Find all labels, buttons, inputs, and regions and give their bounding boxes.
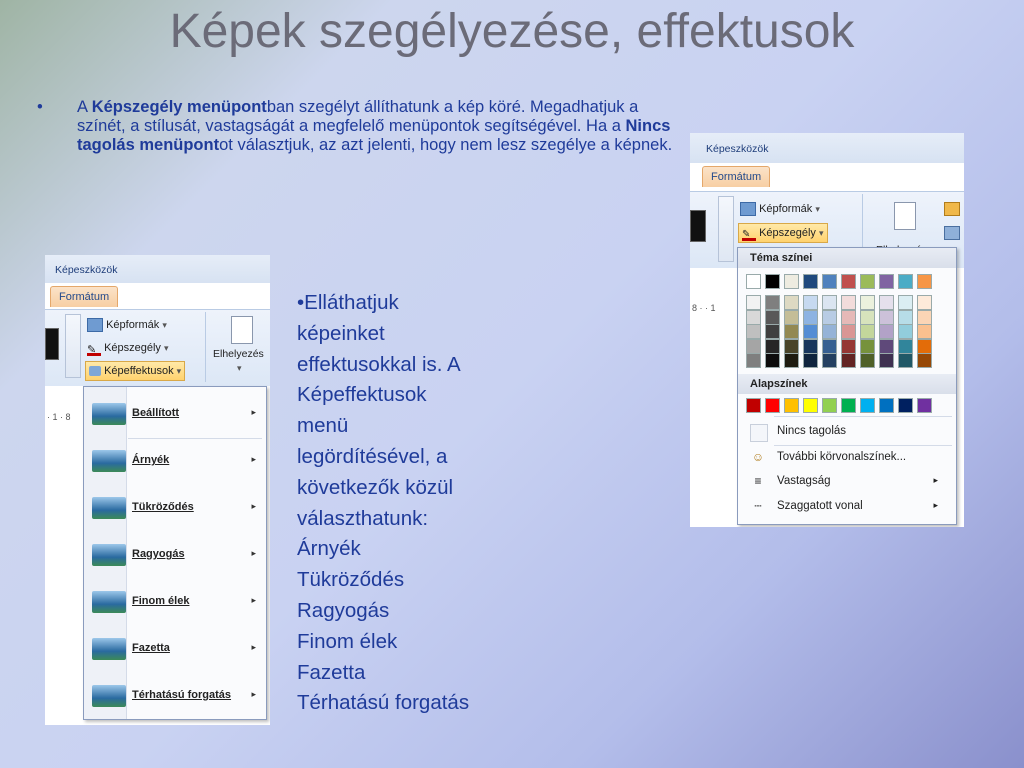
color-swatch[interactable]	[765, 310, 780, 325]
group-icon[interactable]	[944, 226, 960, 240]
shapes-icon	[740, 202, 756, 216]
color-swatch[interactable]	[898, 274, 913, 289]
border-menu-item-label: Vastagság	[777, 475, 831, 487]
effects-text-line: Fazetta	[297, 660, 366, 684]
dash-icon: ┄	[754, 499, 762, 513]
effect-preview-icon	[92, 591, 126, 613]
color-swatch[interactable]	[917, 353, 932, 368]
effects-text-line: Árnyék	[297, 537, 361, 561]
color-swatch[interactable]	[822, 353, 837, 368]
color-swatch[interactable]	[765, 295, 780, 310]
effects-text-line: következők közül	[297, 475, 454, 499]
submenu-arrow-icon: ▸	[251, 642, 256, 652]
color-swatch[interactable]	[746, 274, 761, 289]
effects-text-line: Finom élek	[297, 629, 398, 653]
color-swatch[interactable]	[746, 339, 761, 354]
color-swatch[interactable]	[841, 324, 856, 339]
pen-icon: ✎	[87, 341, 101, 356]
color-swatch[interactable]	[860, 398, 875, 413]
group-separator	[205, 312, 206, 382]
picture-style-thumb[interactable]	[45, 328, 59, 360]
submenu-arrow-icon: ▸	[251, 689, 256, 699]
bold-term: Nincs tagolás menüpont	[77, 117, 671, 154]
color-swatch[interactable]	[879, 353, 894, 368]
effects-text-line: Tükröződés	[297, 568, 405, 592]
color-swatch[interactable]	[841, 339, 856, 354]
color-swatch[interactable]	[765, 324, 780, 339]
kepformak-button[interactable]	[740, 200, 820, 218]
color-swatch[interactable]	[841, 398, 856, 413]
kepeffektusok-menu	[83, 386, 267, 720]
color-swatch[interactable]	[879, 339, 894, 354]
color-swatch[interactable]	[784, 295, 799, 310]
color-swatch[interactable]	[803, 398, 818, 413]
effect-menu-item-label: Térhatású forgatás	[132, 689, 232, 701]
effect-menu-item-label: Ragyogás	[132, 548, 185, 560]
color-swatch[interactable]	[822, 324, 837, 339]
color-swatch[interactable]	[746, 310, 761, 325]
color-swatch[interactable]	[803, 339, 818, 354]
arrange-icon[interactable]	[944, 202, 960, 216]
border-menu-item[interactable]	[738, 420, 956, 444]
effect-menu-item[interactable]	[84, 626, 266, 672]
color-swatch[interactable]	[917, 274, 932, 289]
color-swatch[interactable]	[860, 274, 875, 289]
line-weight-icon: ≡	[754, 474, 762, 488]
kepformak-button[interactable]	[87, 316, 167, 334]
color-swatch[interactable]	[784, 398, 799, 413]
effect-menu-item-label: Beállított	[132, 407, 180, 419]
color-swatch[interactable]	[917, 398, 932, 413]
border-menu-item[interactable]	[738, 470, 956, 494]
gallery-scroll[interactable]	[718, 196, 734, 262]
color-swatch[interactable]	[917, 295, 932, 310]
kepeffektusok-button[interactable]	[85, 361, 185, 381]
color-swatch[interactable]	[784, 353, 799, 368]
effects-icon	[89, 366, 101, 376]
none-icon	[750, 424, 768, 442]
border-menu-item-label: Szaggatott vonal	[777, 500, 863, 512]
standard-colors-label: Alapszínek	[750, 378, 808, 390]
color-swatch[interactable]	[841, 295, 856, 310]
ruler	[690, 303, 740, 317]
color-swatch[interactable]	[860, 324, 875, 339]
color-swatch[interactable]	[898, 353, 913, 368]
context-tab-label: Képeszközök	[706, 143, 769, 155]
color-swatch[interactable]	[841, 353, 856, 368]
ruler	[45, 412, 85, 426]
position-icon	[894, 202, 916, 230]
color-swatch[interactable]	[822, 398, 837, 413]
chevron-down-icon: ▾	[237, 363, 242, 373]
elhelyezes-button[interactable]	[211, 314, 269, 380]
chevron-down-icon: ▾	[164, 343, 169, 353]
kepeffektusok-label: Képeffektusok	[104, 365, 174, 377]
submenu-arrow-icon: ▸	[251, 548, 256, 558]
color-swatch[interactable]	[917, 339, 932, 354]
effects-text-line: Térhatású forgatás	[297, 691, 470, 715]
paragraph-text: ban szegélyt állíthatunk a kép köré. Megadhatjuk a színét, a stílusát, vastagságát a megfelelő menüpontok segítségével. Ha a	[77, 98, 639, 135]
effect-menu-item[interactable]	[84, 438, 266, 484]
effect-preview-icon	[92, 450, 126, 472]
color-swatch[interactable]	[746, 398, 761, 413]
tab-formatum-label: Formátum	[59, 291, 110, 303]
ruler-ticks: 8 · · 1	[692, 303, 716, 313]
effect-menu-item[interactable]	[84, 673, 266, 719]
border-menu-item[interactable]	[738, 446, 956, 470]
effect-menu-item-label: Finom élek	[132, 595, 190, 607]
color-swatch[interactable]	[765, 339, 780, 354]
color-swatch[interactable]	[784, 339, 799, 354]
chevron-down-icon: ▾	[162, 320, 167, 330]
color-swatch[interactable]	[784, 274, 799, 289]
submenu-arrow-icon: ▸	[933, 500, 938, 510]
color-swatch[interactable]	[841, 310, 856, 325]
tab-formatum[interactable]	[702, 166, 770, 187]
left-screenshot	[45, 255, 270, 725]
effects-text-line: képeinket	[297, 321, 385, 345]
shapes-icon	[87, 318, 103, 332]
color-swatch[interactable]	[860, 310, 875, 325]
effect-menu-item-label: Árnyék	[132, 454, 170, 466]
effect-menu-item[interactable]	[84, 485, 266, 531]
kepszegely-label: Képszegély	[759, 227, 816, 239]
slide-title: Képek szegélyezése, effektusok	[169, 5, 855, 58]
effects-text-line: Ragyogás	[297, 598, 390, 622]
effects-text-line: •Elláthatjuk	[297, 291, 399, 314]
context-tab-label: Képeszközök	[55, 264, 118, 276]
right-screenshot	[690, 133, 964, 527]
theme-colors-header	[738, 248, 956, 268]
menu-separator	[774, 416, 952, 417]
color-swatch[interactable]	[822, 310, 837, 325]
color-swatch[interactable]	[765, 274, 780, 289]
color-swatch[interactable]	[765, 398, 780, 413]
color-swatch[interactable]	[803, 324, 818, 339]
submenu-arrow-icon: ▸	[933, 475, 938, 485]
color-swatch[interactable]	[784, 324, 799, 339]
context-tab-header	[45, 255, 270, 283]
color-swatch[interactable]	[784, 310, 799, 325]
color-swatch[interactable]	[917, 310, 932, 325]
kepszegely-button[interactable]	[87, 339, 169, 357]
color-swatch[interactable]	[803, 274, 818, 289]
submenu-arrow-icon: ▸	[251, 407, 256, 417]
border-menu-item-label: Nincs tagolás	[777, 425, 847, 437]
color-swatch[interactable]	[860, 339, 875, 354]
color-swatch[interactable]	[822, 274, 837, 289]
color-swatch[interactable]	[898, 398, 913, 413]
kepszegely-menu	[737, 247, 957, 525]
color-swatch[interactable]	[879, 398, 894, 413]
gallery-scroll[interactable]	[65, 314, 81, 378]
effects-text-line: választhatunk:	[297, 506, 429, 530]
bullet-marker: •	[37, 98, 43, 116]
color-swatch[interactable]	[879, 295, 894, 310]
bold-term: Képszegély menüpont	[91, 98, 267, 116]
color-swatch[interactable]	[803, 353, 818, 368]
effect-menu-item-label: Fazetta	[132, 642, 170, 654]
color-swatch[interactable]	[746, 353, 761, 368]
paragraph-text: ot választjuk, az azt jelenti, hogy nem lesz szegélye a képnek.	[219, 136, 673, 154]
document-area	[45, 430, 85, 725]
effect-preview-icon	[92, 497, 126, 519]
effect-preview-icon	[92, 403, 126, 425]
color-swatch[interactable]	[765, 353, 780, 368]
color-swatch[interactable]	[917, 324, 932, 339]
effect-menu-item[interactable]	[84, 532, 266, 578]
color-swatch[interactable]	[746, 324, 761, 339]
effect-preview-icon	[92, 638, 126, 660]
color-swatch[interactable]	[898, 295, 913, 310]
ruler-ticks: · 1 · 8	[47, 412, 71, 422]
effects-text-line: legördítésével, a	[297, 444, 448, 468]
submenu-arrow-icon: ▸	[251, 501, 256, 511]
kepformak-label: Képformák	[759, 203, 813, 215]
bullet-body	[77, 98, 677, 155]
effect-menu-item[interactable]	[84, 579, 266, 625]
tab-formatum-label: Formátum	[711, 171, 762, 183]
effects-text	[297, 288, 502, 719]
border-menu-item-label: További körvonalszínek...	[777, 451, 907, 463]
kepszegely-label: Képszegély	[104, 342, 161, 354]
chevron-down-icon: ▾	[819, 228, 824, 238]
effects-text-line: menü	[297, 414, 349, 438]
effects-text-line: effektusokkal is. A	[297, 352, 461, 376]
color-swatch[interactable]	[841, 274, 856, 289]
color-swatch[interactable]	[879, 274, 894, 289]
color-swatch[interactable]	[803, 310, 818, 325]
submenu-arrow-icon: ▸	[251, 454, 256, 464]
color-swatch[interactable]	[860, 295, 875, 310]
color-swatch[interactable]	[879, 310, 894, 325]
ribbon	[45, 309, 270, 386]
effect-menu-item-label: Tükröződés	[132, 501, 194, 513]
kepformak-label: Képformák	[106, 319, 160, 331]
paragraph-text: A	[77, 98, 92, 116]
color-swatch[interactable]	[879, 324, 894, 339]
submenu-arrow-icon: ▸	[251, 595, 256, 605]
color-swatch[interactable]	[822, 339, 837, 354]
color-swatch[interactable]	[822, 295, 837, 310]
elhelyezes-label: Elhelyezés	[213, 348, 264, 360]
color-swatch[interactable]	[898, 339, 913, 354]
theme-colors-label: Téma színei	[750, 252, 813, 264]
palette-icon: ☺	[751, 450, 765, 464]
color-swatch[interactable]	[898, 310, 913, 325]
effects-text-line: Képeffektusok	[297, 383, 427, 407]
picture-style-thumb[interactable]	[690, 210, 706, 242]
chevron-down-icon: ▾	[176, 366, 182, 376]
color-swatch[interactable]	[898, 324, 913, 339]
kepszegely-button[interactable]	[738, 223, 828, 243]
effect-menu-item[interactable]	[84, 391, 266, 437]
standard-colors-header	[738, 374, 956, 394]
context-tab-header	[690, 133, 964, 163]
border-menu-item[interactable]	[738, 495, 956, 519]
tab-formatum[interactable]	[50, 286, 118, 307]
chevron-down-icon: ▾	[815, 204, 820, 214]
effect-preview-icon	[92, 544, 126, 566]
pen-icon: ✎	[742, 226, 756, 241]
color-swatch[interactable]	[860, 353, 875, 368]
color-swatch[interactable]	[746, 295, 761, 310]
position-icon	[231, 316, 253, 344]
color-swatch[interactable]	[803, 295, 818, 310]
effect-preview-icon	[92, 685, 126, 707]
